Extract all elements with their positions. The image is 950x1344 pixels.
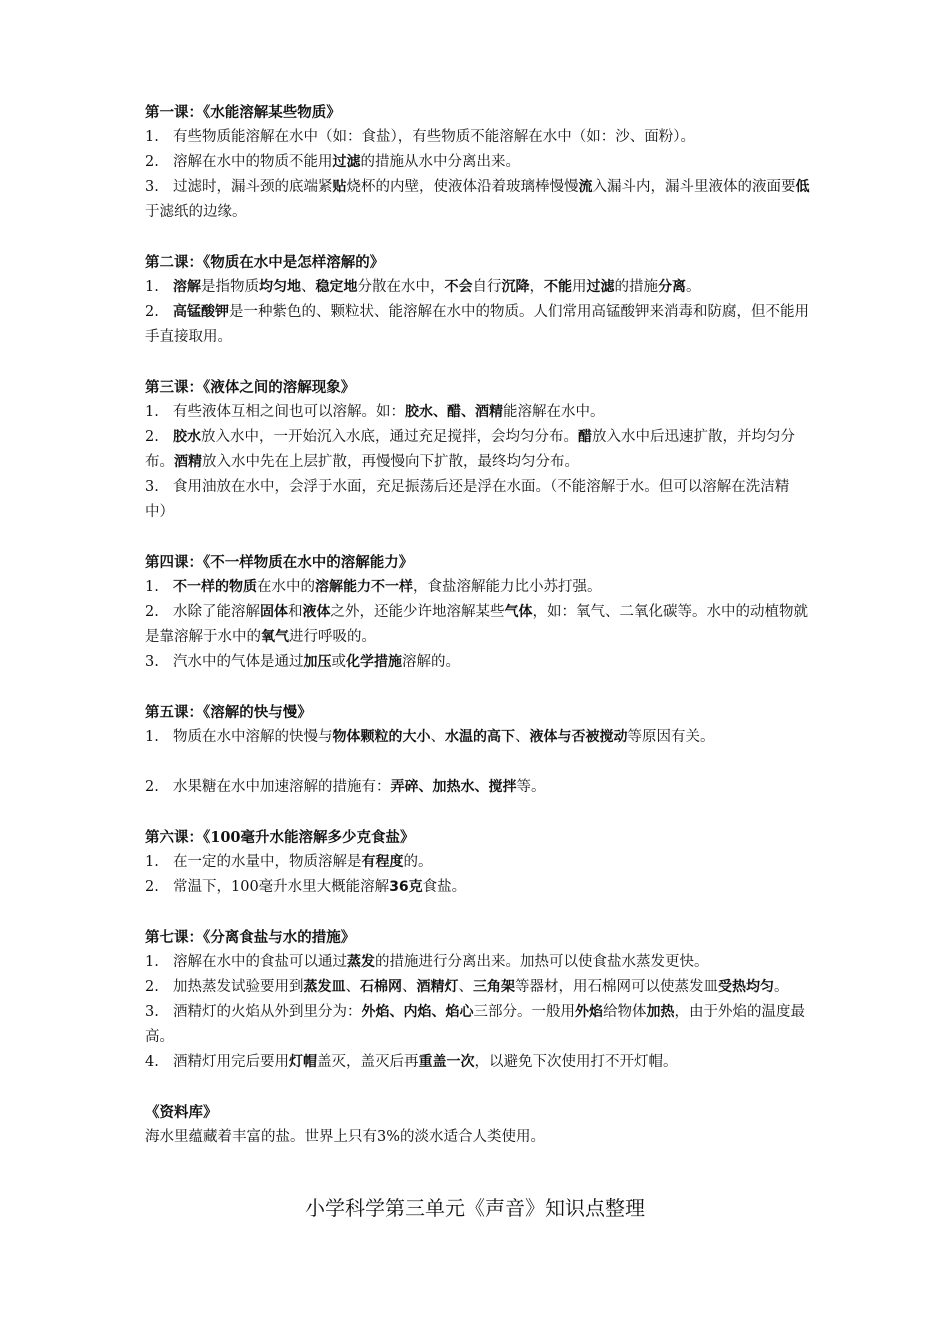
lesson-item (145, 575, 810, 600)
key-term: 水温的高下 (445, 729, 515, 745)
key-term: 外焰、内焰、焰心 (361, 1004, 474, 1020)
lesson-title: 第一课：《水能溶解某些物质》 (145, 104, 341, 121)
item-text: 汽水中的气体是通过 (173, 654, 304, 670)
item-text: 分散在水中， (357, 279, 445, 295)
item-number: 1. (145, 279, 159, 295)
item-text: 用 (572, 279, 587, 295)
key-term: 固体 (260, 604, 288, 620)
lesson-title: 第五课：《溶解的快与慢》 (145, 704, 312, 721)
key-term: 三角架 (473, 979, 515, 995)
item-number: 3. (145, 654, 159, 670)
item-number: 1. (145, 579, 159, 595)
lesson-item (145, 275, 810, 300)
item-number: 1. (145, 954, 159, 970)
key-term: 液体与否被搅动 (529, 729, 628, 745)
item-text: 之外，还能少许地溶解某些 (330, 604, 505, 620)
item-number: 3. (145, 179, 159, 195)
item-text: 水果糖在水中加速溶解的措施有： (173, 779, 391, 795)
item-text: 溶解的。 (402, 654, 460, 670)
key-term: 蒸发 (347, 954, 375, 970)
key-term: 加热 (646, 1004, 675, 1020)
lesson-title: 第三课：《液体之间的溶解现象》 (145, 379, 356, 396)
item-text: 酒精灯用完后要用 (173, 1054, 289, 1070)
item-text: 和 (288, 604, 303, 620)
item-text: 三部分。一般用 (473, 1004, 575, 1020)
key-term: 不能 (544, 279, 572, 295)
item-text: ，如：氧气、二氧化碳等。水中的动植物就是靠溶解于水中的 (145, 604, 808, 645)
item-text: 常温下，100毫升水里大概能溶解 (173, 879, 390, 895)
item-text: 放入水中，一开始沉入水底，通过充足搅拌，会均匀分布。 (201, 429, 578, 445)
lesson-title: 第六课：《100毫升水能溶解多少克食盐》 (145, 829, 415, 846)
key-term: 重盖一次 (418, 1054, 475, 1070)
item-text: 、 (515, 729, 530, 745)
key-term: 气体 (504, 604, 533, 620)
key-term: 分离 (658, 279, 686, 295)
item-text: 在一定的水量中，物质溶解是 (173, 854, 362, 870)
item-number: 2. (145, 154, 159, 170)
key-term: 加压 (303, 654, 332, 670)
item-text: 溶解在水中的食盐可以通过 (173, 954, 347, 970)
item-text: 等器材，用石棉网可以使蒸发皿 (515, 979, 718, 995)
item-text: 有些物质能溶解在水中（如：食盐），有些物质不能溶解在水中（如：沙、面粉）。 (173, 129, 695, 145)
spacer (145, 225, 810, 250)
key-term: 溶解 (173, 279, 201, 295)
item-text: 是指物质 (201, 279, 259, 295)
lesson-item (145, 600, 810, 650)
key-term: 贴 (332, 179, 347, 195)
key-term: 弄碎、加热水、搅拌 (390, 779, 517, 795)
item-number: 2. (145, 779, 159, 795)
next-unit-title: 小学科学第三单元《声音》知识点整理 (305, 1196, 645, 1220)
item-number: 3. (145, 479, 159, 495)
key-term: 溶解能力不一样 (315, 579, 413, 595)
spacer (145, 525, 810, 550)
key-term: 物体颗粒的大小 (332, 729, 431, 745)
item-text: 等原因有关。 (627, 729, 715, 745)
key-term: 外焰 (575, 1004, 603, 1020)
lesson-item (145, 400, 810, 425)
item-text: 在水中的 (257, 579, 315, 595)
item-number: 2. (145, 879, 159, 895)
lesson-item (145, 175, 810, 225)
key-term: 有程度 (361, 854, 404, 870)
key-term: 不一样的物质 (173, 579, 257, 595)
item-text: 食用油放在水中，会浮于水面，充足振荡后还是浮在水面。（不能溶解于水。但可以溶解在洗洁精中） (145, 479, 790, 520)
document-body (145, 100, 810, 1150)
spacer (145, 675, 810, 700)
lesson-title: 第七课：《分离食盐与水的措施》 (145, 929, 356, 946)
key-term: 稳定地 (315, 279, 358, 295)
item-text: 的。 (403, 854, 433, 870)
item-text: ，由于外焰的温度最高。 (145, 1004, 805, 1045)
item-number: 1. (145, 129, 159, 145)
item-number: 1. (145, 854, 159, 870)
item-text: 。 (686, 279, 701, 295)
lesson-item (145, 950, 810, 975)
item-number: 3. (145, 1004, 159, 1020)
key-term: 酒精灯 (416, 979, 459, 995)
item-text: 食盐。 (422, 879, 467, 895)
key-term: 高锰酸钾 (173, 304, 229, 320)
item-text: 有些液体互相之间也可以溶解。如： (173, 404, 405, 420)
item-text: 烧杯的内壁，使液体沿着玻璃棒慢慢 (346, 179, 579, 195)
lesson-item (145, 975, 810, 1000)
item-number: 1. (145, 729, 159, 745)
item-text: 过滤时，漏斗颈的底端紧 (173, 179, 333, 195)
item-text: 放入水中后迅速扩散，并均匀分布。 (145, 429, 795, 470)
lesson-item (145, 775, 810, 800)
item-text: 的措施进行分离出来。加热可以使食盐水蒸发更快。 (375, 954, 709, 970)
lesson-item (145, 875, 810, 900)
item-text: 、 (430, 729, 445, 745)
item-text: 酒精灯的火焰从外到里分为： (173, 1004, 362, 1020)
item-text: 溶解在水中的物质不能用 (173, 154, 333, 170)
item-text: 自行 (472, 279, 502, 295)
key-term: 液体 (302, 604, 331, 620)
item-number: 2. (145, 979, 159, 995)
spacer (145, 350, 810, 375)
lesson-item (145, 725, 810, 750)
item-text: 入漏斗内，漏斗里液体的液面要 (592, 179, 796, 195)
key-term: 氧气 (261, 629, 289, 645)
item-text: 物质在水中溶解的快慢与 (173, 729, 333, 745)
key-term: 石棉网 (360, 979, 402, 995)
lesson-item (145, 1050, 810, 1075)
key-term: 过滤 (586, 279, 615, 295)
lesson-item (145, 850, 810, 875)
lesson-item (145, 150, 810, 175)
lesson-title: 第四课：《不一样物质在水中的溶解能力》 (145, 554, 414, 571)
item-text: ，以避免下次使用打不开灯帽。 (474, 1054, 678, 1070)
item-text: 、 (345, 979, 360, 995)
item-text: 能溶解在水中。 (503, 404, 605, 420)
item-text: ，食盐溶解能力比小苏打强。 (413, 579, 602, 595)
item-number: 4. (145, 1054, 159, 1070)
key-term: 化学措施 (346, 654, 402, 670)
item-text: 等。 (516, 779, 546, 795)
key-term: 蒸发皿 (303, 979, 346, 995)
item-text: 进行呼吸的。 (289, 629, 376, 645)
item-text: 于滤纸的边缘。 (145, 204, 247, 220)
key-term: 受热均匀 (718, 979, 774, 995)
key-term: 过滤 (332, 154, 361, 170)
item-text: 的措施从水中分离出来。 (360, 154, 520, 170)
key-term: 胶水、醋、酒精 (405, 404, 503, 420)
lesson-item (145, 125, 810, 150)
key-term: 酒精 (174, 454, 202, 470)
item-text: 加热蒸发试验要用到 (173, 979, 304, 995)
library-text: 海水里蕴藏着丰富的盐。世界上只有3%的淡水适合人类使用。 (145, 1129, 546, 1145)
library-title: 《资料库》 (145, 1104, 218, 1121)
lesson-item (145, 650, 810, 675)
item-text: 是一种紫色的、颗粒状、能溶解在水中的物质。人们常用高锰酸钾来消毒和防腐，但不能用手直接取用。 (145, 304, 809, 345)
key-term: 胶水 (173, 429, 201, 445)
key-term: 不会 (444, 279, 473, 295)
key-term: 灯帽 (289, 1054, 317, 1070)
lesson-item (145, 425, 810, 475)
item-text: 放入水中先在上层扩散，再慢慢向下扩散，最终均匀分布。 (202, 454, 579, 470)
item-text: 、 (301, 279, 316, 295)
item-text: 给物体 (603, 1004, 647, 1020)
item-text: 水除了能溶解 (173, 604, 260, 620)
item-number: 2. (145, 604, 159, 620)
item-text: ， (529, 279, 544, 295)
item-number: 2. (145, 429, 159, 445)
spacer (145, 750, 810, 775)
key-term: 均匀地 (259, 279, 301, 295)
item-text: 盖灭，盖灭后再 (317, 1054, 419, 1070)
lesson-item (145, 300, 810, 350)
item-text: 、 (402, 979, 417, 995)
key-term: 低 (795, 179, 810, 195)
lesson-title: 第二课：《物质在水中是怎样溶解的》 (145, 254, 385, 271)
key-term: 沉降 (501, 279, 530, 295)
spacer (145, 900, 810, 925)
item-text: 的措施 (614, 279, 658, 295)
key-term: 流 (578, 179, 593, 195)
item-text: 或 (331, 654, 346, 670)
key-term: 醋 (578, 429, 592, 445)
item-number: 1. (145, 404, 159, 420)
lesson-item (145, 1000, 810, 1050)
lesson-item (145, 475, 810, 525)
spacer (145, 800, 810, 825)
item-text: 。 (774, 979, 789, 995)
item-number: 2. (145, 304, 159, 320)
spacer (145, 1075, 810, 1100)
key-term: 36克 (389, 879, 423, 895)
item-text: 、 (458, 979, 473, 995)
